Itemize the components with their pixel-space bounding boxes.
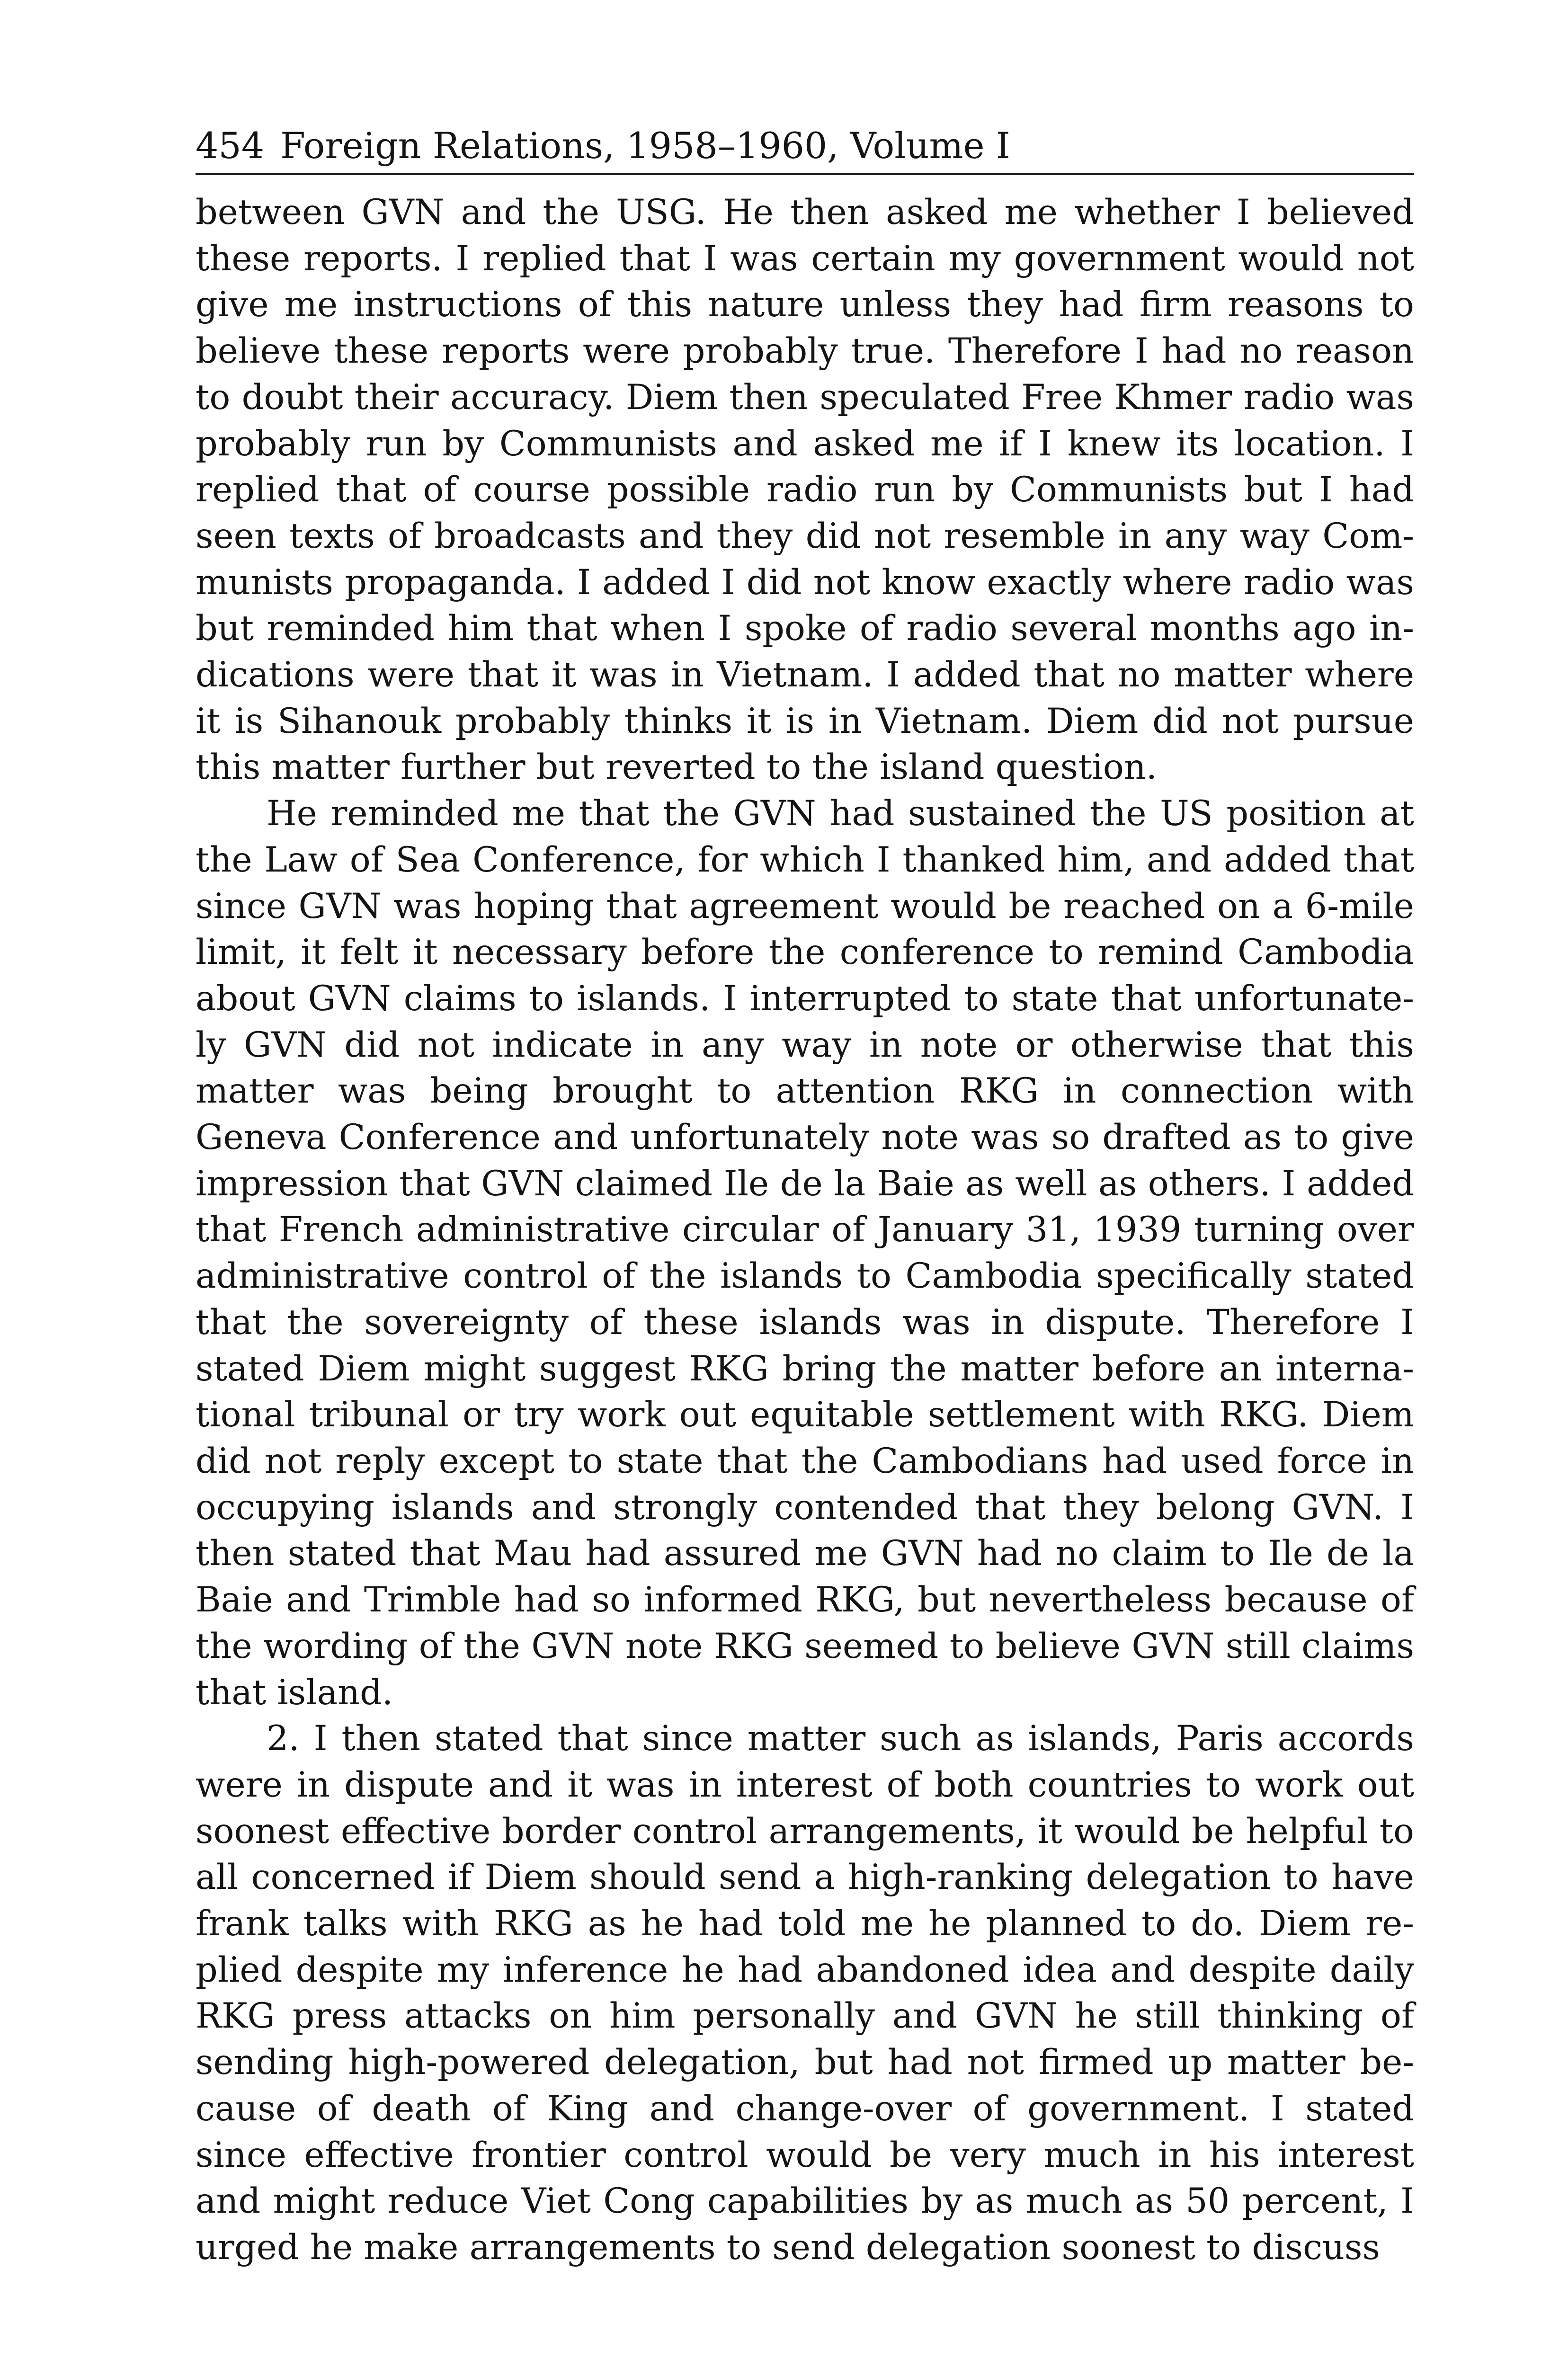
page-number: 454 xyxy=(196,125,265,167)
body-text xyxy=(196,189,1414,2271)
paragraph-law-of-sea: He reminded me that the GVN had sustained the US position at the Law of Sea Conference, for which I thanked him, and added that since GVN was hoping that agreement would be reached on a 6-mile limit, it felt it necessary before the conference to remind Cambodia about GVN claims to islands. I interrupted to state that unfortunately GVN did not indicate in any way in note or otherwise that this matter was being brought to attention RKG in connection with Geneva Conference and unfortunately note was so drafted as to give impression that GVN claimed Ile de la Baie as well as others. I added that French administrative circular of January 31, 1939 turning over administrative control of the islands to Cambodia specifically stated that the sovereignty of these islands was in dispute. Therefore I stated Diem might suggest RKG bring the matter before an international tribunal or try work out equitable settlement with RKG. Diem did not reply except to state that the Cambodians had used force in occupying islands and strongly contended that they belong GVN. I then stated that Mau had assured me GVN had no claim to Ile de la Baie and Trimble had so informed RKG, but nevertheless because of the wording of the GVN note RKG seemed to believe GVN still claims that island. xyxy=(196,793,1414,1713)
running-head xyxy=(196,125,1414,175)
paragraph-numbered-2: 2. I then stated that since matter such as islands, Paris accords were in dispute and it was in interest of both countries to work out soonest effective border control arrangements, it would be helpful to all concerned if Diem should send a high-ranking delegation to have frank talks with RKG as he had told me he planned to do. Diem replied despite my inference he had abandoned idea and despite daily RKG press attacks on him personally and GVN he still thinking of sending high-powered delegation, but had not firmed up matter because of death of King and change-over of government. I stated since effective frontier control would be very much in his interest and might reduce Viet Cong capabilities by as much as 50 percent, I urged he make arrangements to send delegation soonest to discuss xyxy=(196,1718,1414,2268)
running-head-title: Foreign Relations, 1958–1960, Volume I xyxy=(280,125,1010,167)
paragraph-continued: between GVN and the USG. He then asked me whether I believed these reports. I replied that I was certain my government would not give me instructions of this nature unless they had firm reasons to believe these reports were probably true. Therefore I had no reason to doubt their accuracy. Diem then speculated Free Khmer radio was probably run by Communists and asked me if I knew its location. I replied that of course possible radio run by Communists but I had seen texts of broadcasts and they did not resemble in any way Communists propaganda. I added I did not know exactly where radio was but reminded him that when I spoke of radio several months ago indications were that it was in Vietnam. I added that no matter where it is Sihanouk probably thinks it is in Vietnam. Diem did not pursue this matter further but reverted to the island question. xyxy=(196,192,1414,788)
document-page xyxy=(196,125,1414,2271)
